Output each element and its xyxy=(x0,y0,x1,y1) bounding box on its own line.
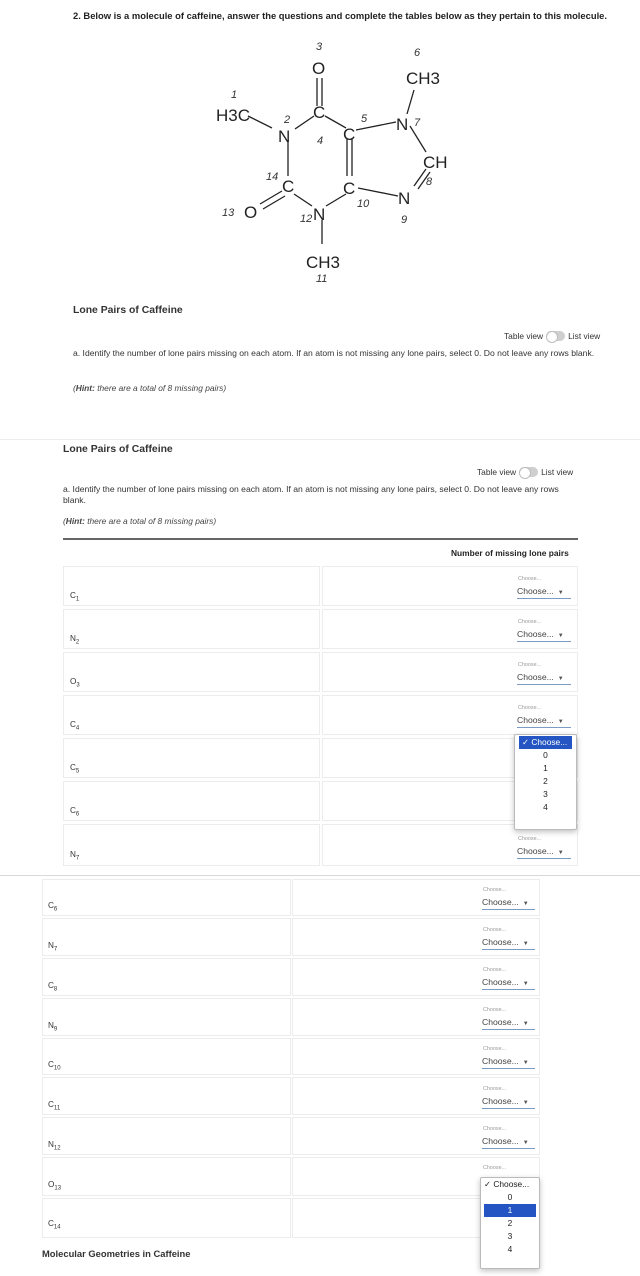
atom-cell xyxy=(63,824,320,866)
lone-pairs-select[interactable]: Choose... ▼ xyxy=(482,1056,535,1069)
lone-pairs-select[interactable]: Choose... ▼ xyxy=(482,977,535,990)
dropdown-option-highlighted[interactable]: 1 xyxy=(484,1204,536,1217)
lone-pairs-select[interactable]: Choose... ▼ xyxy=(482,897,535,910)
dropdown-option[interactable]: 2 xyxy=(507,1218,513,1228)
lone-pairs-select[interactable]: Choose... ▼ xyxy=(482,1136,535,1149)
atom-label: $N_9$ xyxy=(48,1021,58,1033)
atom-ch3-bottom: CH3 xyxy=(306,253,341,272)
atom-number: 5 xyxy=(361,113,368,125)
table-header-rule xyxy=(63,538,578,540)
atom-number: 7 xyxy=(414,117,421,129)
select-mini-label: Choose... xyxy=(483,1007,507,1013)
atom-cell xyxy=(63,566,320,606)
bond-c14-o13-b xyxy=(263,196,285,209)
bond-n7-ch xyxy=(410,126,426,152)
select-mini-label: Choose... xyxy=(483,887,507,893)
dropdown-option[interactable]: 0 xyxy=(543,750,548,760)
atom-o3: O xyxy=(312,59,326,78)
dropdown-option[interactable]: 3 xyxy=(543,789,548,799)
atom-label: $C_8$ xyxy=(48,981,58,993)
atom-cell xyxy=(63,652,320,692)
section-divider xyxy=(0,875,640,876)
atom-n7: N xyxy=(396,115,409,134)
atom-label: $N_2$ xyxy=(70,634,80,646)
caffeine-structure xyxy=(200,36,480,286)
lone-pairs-dropdown-menu[interactable] xyxy=(480,1177,540,1269)
lone-pairs-dropdown-menu[interactable] xyxy=(514,734,577,830)
table-view-label: Table view xyxy=(504,331,544,341)
bond-h3c-n2 xyxy=(248,116,272,128)
atom-cell xyxy=(42,879,291,916)
section-divider xyxy=(0,439,640,440)
atom-n2: N xyxy=(278,127,291,146)
atom-cell xyxy=(42,1077,291,1115)
atom-c4: C xyxy=(313,103,326,122)
dropdown-option[interactable]: 1 xyxy=(543,763,548,773)
dropdown-option[interactable]: 3 xyxy=(507,1231,513,1241)
atom-number: 10 xyxy=(357,198,370,210)
atom-label: $C_6$ xyxy=(48,901,58,913)
atom-cell xyxy=(63,781,320,821)
atom-h3c: H3C xyxy=(216,106,251,125)
column-header-missing-lone-pairs: Number of missing lone pairs xyxy=(451,548,569,558)
question-title: 2. Below is a molecule of caffeine, answer the questions and complete the tables below as they pertain to this molecule. xyxy=(73,10,607,21)
select-mini-label: Choose... xyxy=(518,662,542,668)
lone-pairs-select[interactable]: Choose... ▼ xyxy=(482,1017,535,1030)
bond-n2-c4 xyxy=(295,116,314,129)
table-view-label: Table view xyxy=(477,467,517,477)
dropdown-option[interactable]: 4 xyxy=(543,802,548,812)
atom-cell xyxy=(42,918,291,956)
hint-text: (Hint: there are a total of 8 missing pairs) xyxy=(73,383,227,393)
bond-n9-c10 xyxy=(358,188,398,196)
atom-label: $C_6$ xyxy=(70,806,80,818)
select-mini-label: Choose... xyxy=(518,619,542,625)
view-toggle-switch[interactable] xyxy=(519,467,538,477)
atom-c10: C xyxy=(343,179,356,198)
atom-number: 13 xyxy=(222,207,235,219)
lone-pairs-select[interactable]: Choose... ▼ xyxy=(517,672,571,685)
select-mini-label: Choose... xyxy=(483,1165,507,1171)
atom-number: 12 xyxy=(300,213,313,225)
view-toggle-switch[interactable] xyxy=(546,331,565,341)
atom-label: $O_3$ xyxy=(70,677,80,689)
lone-pairs-select[interactable]: Choose... ▼ xyxy=(517,846,571,859)
next-section-title: Molecular Geometries in Caffeine xyxy=(42,1248,191,1259)
atom-cell xyxy=(42,958,291,996)
atom-cell xyxy=(42,1117,291,1155)
atom-n9: N xyxy=(398,189,411,208)
select-mini-label: Choose... xyxy=(483,927,507,933)
atom-cell xyxy=(63,609,320,649)
atom-cell xyxy=(63,695,320,735)
atom-number: 9 xyxy=(401,214,408,226)
atom-label: $C_1$ xyxy=(70,591,80,603)
lone-pairs-select[interactable]: Choose... ▼ xyxy=(517,586,571,599)
atom-ch: CH xyxy=(423,153,448,172)
atom-number: 6 xyxy=(414,47,421,59)
view-toggle[interactable] xyxy=(477,467,573,477)
select-mini-label: Choose... xyxy=(483,967,507,973)
hint-text: (Hint: there are a total of 8 missing pairs) xyxy=(63,516,217,526)
atom-label: $C_{14}$ xyxy=(48,1219,61,1231)
atom-label: $N_{12}$ xyxy=(48,1140,61,1152)
atom-cell xyxy=(42,998,291,1036)
dropdown-option-choose[interactable]: ✓ Choose... xyxy=(519,736,572,749)
atom-cell xyxy=(42,1157,291,1196)
instruction-text: a. Identify the number of lone pairs missing on each atom. If an atom is not missing any lone pairs, select 0. Do not leave any rows blank. xyxy=(73,348,595,358)
dropdown-option[interactable]: 0 xyxy=(507,1192,513,1202)
bond-n7-ch3 xyxy=(407,90,414,114)
list-view-label: List view xyxy=(568,331,601,341)
select-mini-label: Choose... xyxy=(483,1126,507,1132)
list-view-label: List view xyxy=(541,467,574,477)
atom-c5: C xyxy=(343,125,356,144)
atom-number: 8 xyxy=(426,176,433,188)
atom-cell xyxy=(42,1198,291,1238)
select-mini-label: Choose... xyxy=(518,576,542,582)
select-mini-label: Choose... xyxy=(518,705,542,711)
select-mini-label: Choose... xyxy=(483,1086,507,1092)
atom-c14: C xyxy=(282,177,295,196)
lone-pairs-select[interactable]: Choose... ▼ xyxy=(517,629,571,642)
atom-number: 1 xyxy=(231,89,238,101)
atom-ch3-top: CH3 xyxy=(406,69,441,88)
bond-c14-o13-a xyxy=(260,191,282,204)
atom-label: $C_4$ xyxy=(70,720,80,732)
atom-label: $N_7$ xyxy=(48,941,58,953)
atom-number: 11 xyxy=(316,273,328,285)
atom-label: $C_5$ xyxy=(70,763,80,775)
lone-pairs-select[interactable]: Choose... ▼ xyxy=(482,937,535,950)
atom-number: 2 xyxy=(284,114,291,126)
atom-o13: O xyxy=(244,203,258,222)
atom-label: $C_{11}$ xyxy=(48,1100,61,1112)
atom-cell xyxy=(42,1038,291,1075)
atom-label: $C_{10}$ xyxy=(48,1060,61,1072)
dropdown-option[interactable]: 2 xyxy=(543,776,548,786)
view-toggle[interactable] xyxy=(504,331,600,341)
atom-number: 14 xyxy=(266,171,279,183)
atom-n12: N xyxy=(313,205,326,224)
atom-number: 4 xyxy=(317,135,324,147)
atom-label: $N_7$ xyxy=(70,850,80,862)
dropdown-option-choose[interactable]: ✓ Choose... xyxy=(484,1179,530,1189)
atom-number: 3 xyxy=(316,41,323,53)
section-title: Lone Pairs of Caffeine xyxy=(63,444,173,455)
select-mini-label: Choose... xyxy=(483,1046,507,1052)
lone-pairs-select[interactable]: Choose... ▼ xyxy=(482,1096,535,1109)
answer-cell xyxy=(322,824,578,866)
section-title: Lone Pairs of Caffeine xyxy=(73,305,183,316)
dropdown-option[interactable]: 4 xyxy=(507,1244,513,1254)
lone-pairs-select[interactable]: Choose... ▼ xyxy=(517,715,571,728)
atom-cell xyxy=(63,738,320,778)
instruction-text: a. Identify the number of lone pairs missing on each atom. If an atom is not missing any lone pairs, select 0. Do not leave any rows blank. xyxy=(63,484,559,505)
bond-n12-c14 xyxy=(294,194,312,206)
atom-label: $O_{13}$ xyxy=(48,1180,62,1192)
select-mini-label: Choose... xyxy=(518,836,542,842)
